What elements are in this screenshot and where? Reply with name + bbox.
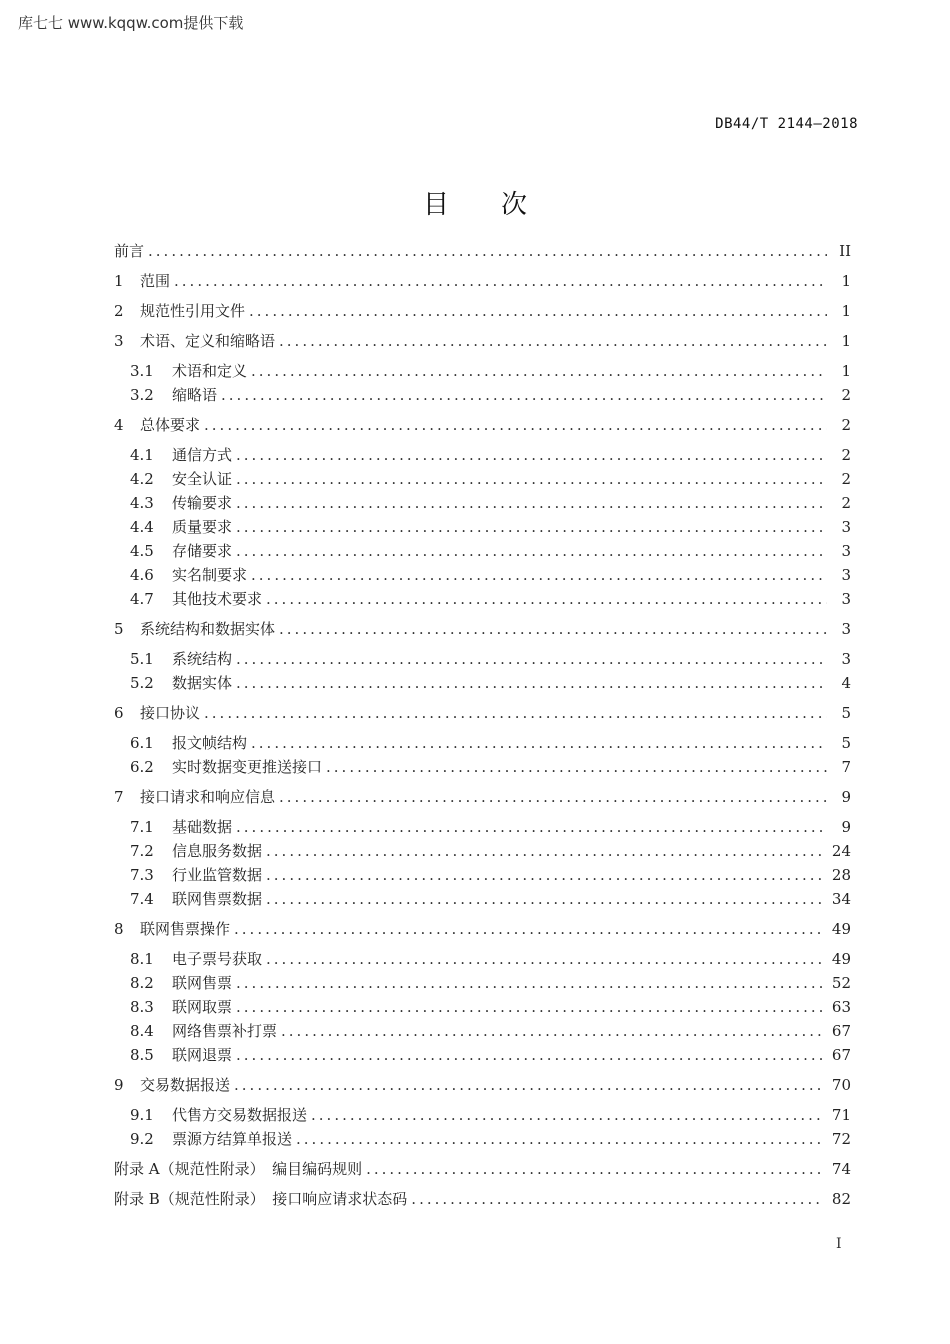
dot-leader [236,648,827,670]
dot-leader [204,414,827,436]
dot-leader [366,1158,824,1180]
toc-entry-title: 前言 [114,242,145,260]
toc-entry-number: 3.2 [130,386,154,404]
toc-entry[interactable] [114,330,851,352]
toc-entry-title: 电子票号获取 [172,950,263,968]
toc-entry-number: 9.2 [130,1130,154,1148]
toc-entry-number: 7.2 [130,842,154,860]
toc-entry-number: 4.1 [130,446,154,464]
toc-entry-number: 4 [114,416,124,434]
toc-entry[interactable] [114,786,851,808]
toc-entry-title: 报文帧结构 [172,734,248,752]
toc-entry[interactable] [114,1158,851,1180]
dot-leader [296,1128,824,1150]
dot-leader [234,1074,824,1096]
toc-entry-title: 术语、定义和缩略语 [140,332,276,350]
toc-entry-number: 8.2 [130,974,154,992]
toc-entry-title: 范围 [140,272,171,290]
toc-entry-title: 附录 A（规范性附录） 编目编码规则 [114,1160,363,1178]
toc-entry-number: 4.4 [130,518,154,536]
toc-entry-title: 基础数据 [172,818,233,836]
document-number: DB44/T 2144—2018 [715,116,858,132]
toc-entry[interactable] [130,564,851,586]
toc-entry-page: 1 [841,272,851,290]
toc-entry[interactable] [130,972,851,994]
toc-entry-page: 2 [841,446,851,464]
toc-entry-title: 行业监管数据 [172,866,263,884]
toc-entry-title: 实时数据变更推送接口 [172,758,323,776]
toc-entry[interactable] [130,996,851,1018]
toc-entry-page: 63 [831,998,851,1016]
dot-leader [236,672,827,694]
toc-entry[interactable] [114,618,851,640]
toc-entry[interactable] [114,1074,851,1096]
toc-entry[interactable] [130,384,851,406]
toc-entry[interactable] [114,300,851,322]
dot-leader [311,1104,824,1126]
dot-leader [279,786,827,808]
toc-entry-number: 5.2 [130,674,154,692]
toc-entry-number: 7 [114,788,124,806]
toc-entry-number: 5 [114,620,124,638]
toc-entry-page: 2 [841,494,851,512]
toc-entry-title: 数据实体 [172,674,233,692]
dot-leader [236,816,827,838]
dot-leader [266,948,824,970]
toc-entry-number: 4.3 [130,494,154,512]
toc-entry-title: 系统结构 [172,650,233,668]
toc-entry-page: 2 [841,470,851,488]
toc-entry-page: 1 [841,332,851,350]
toc-entry-number: 5.1 [130,650,154,668]
toc-entry-title: 票源方结算单报送 [172,1130,293,1148]
toc-entry-title: 缩略语 [172,386,218,404]
toc-entry-page: 72 [831,1130,851,1148]
toc-entry-title: 代售方交易数据报送 [172,1106,308,1124]
toc-entry-title: 联网退票 [172,1046,233,1064]
toc-entry-title: 联网售票 [172,974,233,992]
toc-entry-title: 信息服务数据 [172,842,263,860]
toc-entry-number: 8.1 [130,950,154,968]
toc-entry[interactable] [130,888,851,910]
toc-entry-page: 67 [831,1046,851,1064]
toc-entry-page: 70 [831,1076,851,1094]
dot-leader [251,732,827,754]
toc-entry-number: 6.2 [130,758,154,776]
toc-entry-page: 82 [831,1190,851,1208]
toc-entry-number: 4.2 [130,470,154,488]
toc-entry[interactable] [114,1188,851,1210]
toc-entry-number: 6.1 [130,734,154,752]
dot-leader [236,516,827,538]
page-number: I [836,1236,842,1252]
toc-entry-title: 存储要求 [172,542,233,560]
toc-entry-page: 9 [841,788,851,806]
page-title: 目次 [422,190,579,220]
toc-entry-title: 系统结构和数据实体 [140,620,276,638]
toc-entry[interactable] [130,360,851,382]
toc-entry[interactable] [130,1104,851,1126]
toc-entry-number: 4.5 [130,542,154,560]
toc-entry[interactable] [130,864,851,886]
dot-leader [266,840,824,862]
toc-entry-number: 8.5 [130,1046,154,1064]
toc-entry-page: 3 [841,590,851,608]
toc-entry[interactable] [130,672,851,694]
toc-entry-page: II [839,242,851,260]
toc-entry[interactable] [114,270,851,292]
dot-leader [236,1044,824,1066]
toc-entry[interactable] [114,702,851,724]
toc-entry-title: 术语和定义 [172,362,248,380]
dot-leader [234,918,824,940]
toc-entry-number: 9.1 [130,1106,154,1124]
toc-entry-number: 8.4 [130,1022,154,1040]
dot-leader [266,588,827,610]
toc-entry-page: 2 [841,386,851,404]
toc-entry-title: 附录 B（规范性附录） 接口响应请求状态码 [114,1190,408,1208]
toc-entry-page: 67 [831,1022,851,1040]
toc-entry-number: 6 [114,704,124,722]
dot-leader [236,972,824,994]
toc-entry-number: 7.1 [130,818,154,836]
dot-leader [251,360,827,382]
toc-entry-page: 74 [831,1160,851,1178]
toc-entry[interactable] [130,468,851,490]
toc-entry-page: 49 [831,950,851,968]
toc-entry-page: 7 [841,758,851,776]
toc-entry-page: 28 [831,866,851,884]
toc-entry[interactable] [114,240,851,262]
toc-entry[interactable] [130,588,851,610]
toc-entry-number: 3 [114,332,124,350]
watermark-text: 库七七 www.kqqw.com提供下载 [18,14,244,32]
toc-entry-number: 7.3 [130,866,154,884]
toc-entry-title: 联网取票 [172,998,233,1016]
toc-entry[interactable] [130,1044,851,1066]
toc-entry[interactable] [114,918,851,940]
dot-leader [236,540,827,562]
toc-entry-number: 4.7 [130,590,154,608]
toc-entry-page: 2 [841,416,851,434]
toc-entry-page: 3 [841,566,851,584]
toc-entry[interactable] [114,414,851,436]
toc-entry[interactable] [130,516,851,538]
dot-leader [236,468,827,490]
dot-leader [249,300,827,322]
toc-entry[interactable] [130,948,851,970]
toc-entry-page: 71 [831,1106,851,1124]
dot-leader [221,384,827,406]
toc-entry[interactable] [130,444,851,466]
dot-leader [236,444,827,466]
toc-entry-title: 总体要求 [140,416,201,434]
dot-leader [236,492,827,514]
toc-entry-number: 7.4 [130,890,154,908]
toc-entry-title: 接口请求和响应信息 [140,788,276,806]
toc-entry[interactable] [130,1020,851,1042]
toc-entry-page: 3 [841,518,851,536]
toc-entry-number: 9 [114,1076,124,1094]
toc-entry-number: 2 [114,302,124,320]
toc-entry-title: 其他技术要求 [172,590,263,608]
toc-entry-number: 1 [114,272,124,290]
dot-leader [279,330,827,352]
dot-leader [174,270,827,292]
toc-entry-page: 5 [841,734,851,752]
toc-entry-page: 1 [841,302,851,320]
toc-entry-page: 1 [841,362,851,380]
toc-entry-title: 通信方式 [172,446,233,464]
toc-entry-page: 3 [841,620,851,638]
toc-entry[interactable] [130,648,851,670]
dot-leader [236,996,824,1018]
toc-entry-title: 接口协议 [140,704,201,722]
dot-leader [279,618,827,640]
toc-entry-page: 9 [841,818,851,836]
toc-entry[interactable] [130,492,851,514]
dot-leader [326,756,827,778]
toc-entry-number: 8 [114,920,124,938]
toc-entry-page: 3 [841,542,851,560]
toc-entry[interactable] [130,1128,851,1150]
dot-leader [204,702,827,724]
dot-leader [281,1020,824,1042]
toc-entry-number: 4.6 [130,566,154,584]
toc-entry-title: 交易数据报送 [140,1076,231,1094]
toc-entry[interactable] [130,816,851,838]
toc-entry-page: 24 [831,842,851,860]
toc-entry[interactable] [130,540,851,562]
toc-entry[interactable] [130,840,851,862]
toc-entry-title: 实名制要求 [172,566,248,584]
toc-entry-title: 传输要求 [172,494,233,512]
dot-leader [411,1188,824,1210]
toc-entry-page: 49 [831,920,851,938]
toc-entry-title: 质量要求 [172,518,233,536]
toc-entry[interactable] [130,756,851,778]
toc-entry-page: 3 [841,650,851,668]
dot-leader [266,864,824,886]
dot-leader [251,564,827,586]
toc-entry-page: 5 [841,704,851,722]
toc-entry-page: 34 [831,890,851,908]
toc-entry-title: 安全认证 [172,470,233,488]
toc-entry[interactable] [130,732,851,754]
toc-entry-title: 规范性引用文件 [140,302,246,320]
toc-entry-title: 联网售票数据 [172,890,263,908]
toc-entry-title: 联网售票操作 [140,920,231,938]
toc-entry-number: 3.1 [130,362,154,380]
dot-leader [266,888,824,910]
toc-entry-page: 52 [831,974,851,992]
toc-entry-number: 8.3 [130,998,154,1016]
toc-entry-page: 4 [841,674,851,692]
dot-leader [148,240,827,262]
toc-entry-title: 网络售票补打票 [172,1022,278,1040]
